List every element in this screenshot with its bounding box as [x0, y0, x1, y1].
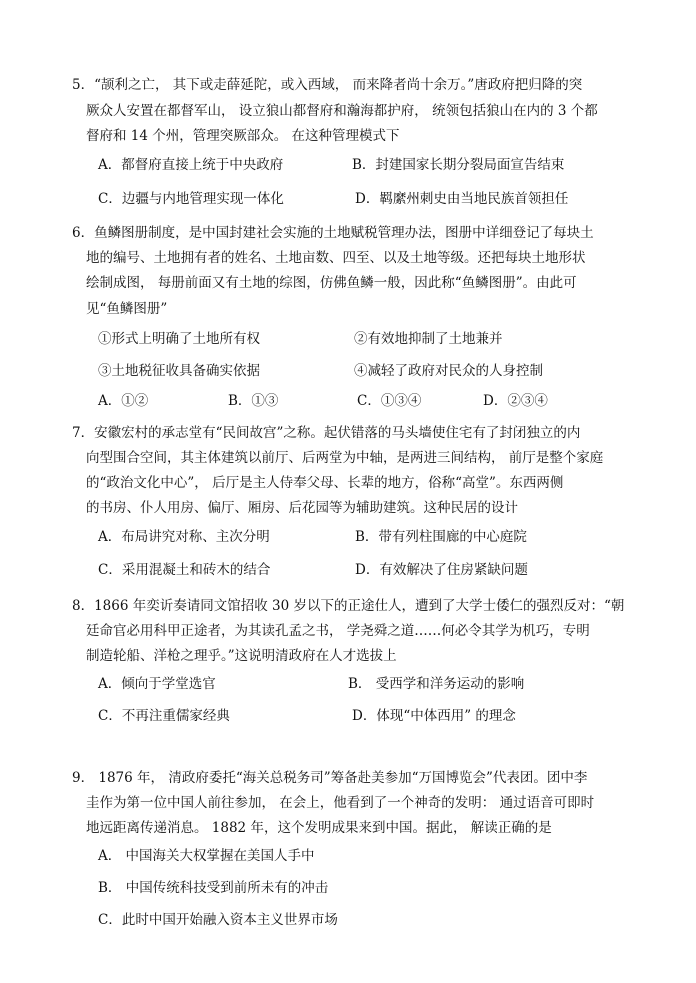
option-b: B．①③ — [228, 393, 279, 409]
question-stem-line: 的书房、仆人用房、偏厅、厢房、后花园等为辅助建筑。这种民居的设计 — [86, 500, 518, 516]
question-stem-line: 6．鱼鳞图册制度，是中国封建社会实施的土地赋税管理办法，图册中详细登记了每块土 — [72, 225, 594, 241]
question-stem-line: 地的编号、土地拥有者的姓名、土地亩数、四至、以及土地等级。还把每块土地形状 — [86, 250, 586, 266]
question-stem-line: 厥众人安置在都督军山， 设立狼山都督府和瀚海都护府， 统领包括狼山在内的 3 个都 — [86, 103, 598, 119]
question-stem-line: 5．“颉利之亡， 其下或走薛延陀，或入西域， 而来降者尚十余万。”唐政府把归降的突 — [72, 77, 583, 93]
question-stem-line: 督府和 14 个州，管理突厥部众。 在这种管理模式下 — [86, 128, 400, 144]
option-b: B．带有列柱围廊的中心庭院 — [355, 529, 527, 545]
option-a: A．倾向于学堂选官 — [98, 676, 216, 692]
statement-1: ①形式上明确了土地所有权 — [98, 331, 260, 347]
question-stem-line: 地远距离传递消息。 1882 年，这个发明成果来到中国。据此， 解读正确的是 — [86, 820, 552, 836]
option-c: C．边疆与内地管理实现一体化 — [98, 191, 284, 207]
question-stem-line: 廷命官必用科甲正途者，为其读孔孟之书， 学尧舜之道……何必令其学为机巧，专明 — [86, 623, 590, 639]
option-c: C．采用混凝土和砖木的结合 — [98, 562, 271, 578]
option-a: A． 中国海关大权掌握在美国人手中 — [98, 848, 315, 864]
option-a: A．都督府直接上统于中央政府 — [98, 157, 284, 173]
question-stem-line: 见“鱼鳞图册” — [86, 301, 168, 317]
option-c: C．此时中国开始融入资本主义世界市场 — [98, 912, 338, 928]
question-stem-line: 8．1866 年奕䜣奏请同文馆招收 30 岁以下的正途仕人，遭到了大学士倭仁的强烈反对：“朝 — [72, 598, 625, 614]
question-stem-line: 向型围合空间，其主体建筑以前厅、后两堂为中轴，是两进三间结构， 前厅是整个家庭 — [86, 450, 604, 466]
option-b: B． 中国传统科技受到前所未有的冲击 — [98, 880, 329, 896]
question-stem-line: 的“政治文化中心”， 后厅是主人侍奉父母、长辈的地方，俗称“高堂”。东西两侧 — [86, 475, 564, 491]
option-b: B． 受西学和洋务运动的影响 — [348, 676, 525, 692]
question-stem-line: 制造轮船、洋枪之理乎。”这说明清政府在人才选拔上 — [86, 648, 397, 664]
question-stem-line: 圭作为第一位中国人前往参加， 在会上，他看到了一个神奇的发明： 通过语音可即时 — [86, 795, 595, 811]
statement-3: ③土地税征收具备确实依据 — [98, 363, 260, 379]
question-stem-line: 7．安徽宏村的承志堂有“民间故宫”之称。起伏错落的马头墙使住宅有了封闭独立的内 — [72, 425, 581, 441]
option-d: D．羁縻州刺史由当地民族首领担任 — [355, 191, 569, 207]
option-b: B．封建国家长期分裂局面宣告结束 — [352, 157, 565, 173]
option-c: C．不再注重儒家经典 — [98, 708, 230, 724]
question-stem-line: 绘制成图， 每册前面又有土地的综图，仿佛鱼鳞一般，因此称“鱼鳞图册”。由此可 — [86, 275, 577, 291]
option-d: D．体现“中体西用” 的理念 — [352, 708, 516, 724]
option-a: A．①② — [98, 393, 149, 409]
option-d: D．②③④ — [483, 393, 548, 409]
option-a: A．布局讲究对称、主次分明 — [98, 529, 270, 545]
statement-2: ②有效地抑制了土地兼并 — [354, 331, 503, 347]
option-c: C．①③④ — [357, 393, 422, 409]
statement-4: ④减轻了政府对民众的人身控制 — [354, 363, 543, 379]
option-d: D．有效解决了住房紧缺问题 — [355, 562, 528, 578]
question-stem-line: 9． 1876 年， 清政府委托“海关总税务司”筹备赴美参加“万国博览会”代表团。团中李 — [72, 770, 588, 786]
